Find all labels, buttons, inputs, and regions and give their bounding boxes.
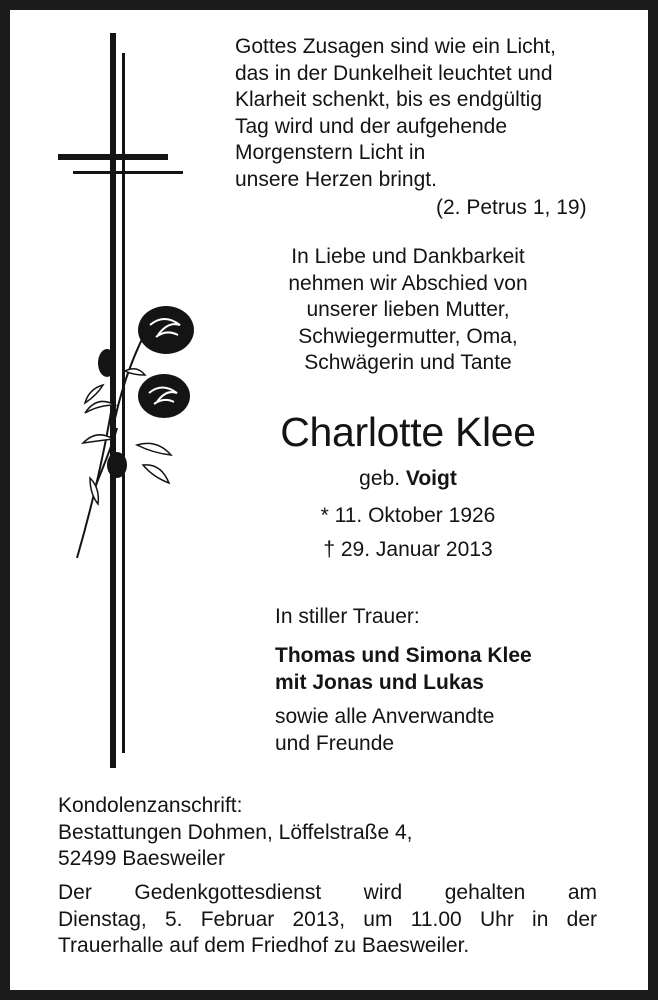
verse-line: Gottes Zusagen sind wie ein Licht, [235,35,557,58]
death-date: † 29. Januar 2013 [323,538,493,561]
memorial-service-notice [58,880,597,960]
verse-line: Tag wird und der aufgehende [235,114,508,138]
birth-prefix: geb. [359,467,401,490]
verse-line: das in der Dunkelheit leuchtet und [235,61,553,85]
birth-date: * 11. Oktober 1926 [320,504,496,527]
verse-line: Morgenstern Licht in [235,141,426,164]
mourners-line: sowie alle Anverwandte [275,705,495,728]
farewell-line: In Liebe und Dankbarkeit [291,245,525,268]
condolence-label: Kondolenzanschrift: [58,794,243,817]
maiden-name: Voigt [405,467,457,490]
verse-reference: (2. Petrus 1, 19) [436,196,587,219]
verse-line: Klarheit schenkt, bis es endgültig [235,88,543,111]
farewell-line: Schwiegermutter, Oma, [298,324,518,348]
service-line: Dienstag, 5. Februar 2013, um 11.00 Uhr in der [58,907,597,931]
farewell-line: nehmen wir Abschied von [288,271,528,295]
farewell-line: unserer lieben Mutter, [306,298,510,321]
condolence-address [58,793,413,873]
deceased-name: Charlotte Klee [280,409,536,455]
condolence-address-line: Bestattungen Dohmen, Löffelstraße 4, [58,820,413,844]
mourners-line: mit Jonas und Lukas [275,670,484,694]
bible-verse [235,34,556,193]
service-line: Der Gedenkgottesdienst wird gehalten am [58,881,597,904]
mourners-family [275,643,532,696]
service-line: Trauerhalle auf dem Friedhof zu Baesweiler. [58,934,470,957]
cross-with-roses-icon [55,33,205,768]
verse-line: unsere Herzen bringt. [235,167,437,191]
birth-name [232,466,584,493]
mourners-relatives [275,704,494,757]
farewell-line: Schwägerin und Tante [304,351,512,374]
roses-icon [77,306,194,558]
mourners-line: Thomas und Simona Klee [275,644,532,667]
mourners-intro: In stiller Trauer: [275,605,420,628]
farewell-text [232,244,584,377]
mourners-line: und Freunde [275,731,395,755]
condolence-address-line: 52499 Baesweiler [58,847,225,870]
